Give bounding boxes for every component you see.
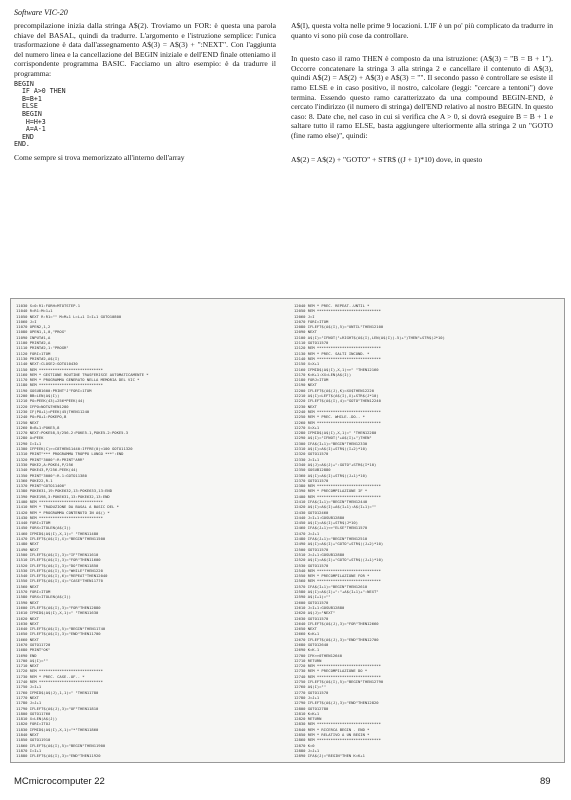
listing-line: 11390 POKE198,3:POKE631,13:POKE632,13:END <box>16 493 110 499</box>
listing-line: 11820 FORI=ITOJ <box>16 721 51 727</box>
listing-line: 12450 A$(I)=A$(I)+STR$(J*10) <box>294 520 359 526</box>
listing-line: 12660 K=K+1 <box>294 631 320 637</box>
listing-line: 12500 GOTO11570 <box>294 546 329 552</box>
listing-line: 12250 REM * PREC. WHILE..DO.. * <box>294 414 365 420</box>
magazine-footer: MCmicrocomputer 22 <box>14 776 105 787</box>
listing-line: 11410 REM * TRADUZIONE DA BASAL A BASIC DEL * <box>16 504 119 510</box>
listing-line: 11780 J=J+1 <box>16 700 42 706</box>
listing-line: 12080 IFLEFT$(A$(I),5)="UNTIL"THEN12100 <box>294 324 384 330</box>
listing-line: 11500 IFLEFT$(A$(I),3)="IF"THEN11610 <box>16 551 99 557</box>
listing-line: 12860 REM **************************** <box>294 737 381 743</box>
listing-line: 11710 NEXT <box>16 663 39 669</box>
listing-line: 12600 GOTO11570 <box>294 599 329 605</box>
listing-line: 11110 PRINT#2,1:"PROGR" <box>16 345 69 351</box>
listing-line: 12170 K=K+1:XX=LEN(A$(I)) <box>294 371 352 377</box>
listing-line: 12890 IFA$(J)="BEGIN"THEN K=K+1 <box>294 753 365 758</box>
listing-line: 12360 A$(I)=A$(I)+STR$((J+1)*10) <box>294 472 368 478</box>
listing-line: 12780 J=J+1 <box>294 694 320 700</box>
listing-line: 12560 REM **************************** <box>294 578 381 584</box>
listing-line: 12760 A$(I)="" <box>294 684 327 690</box>
listing-line: 12530 GOTO11570 <box>294 562 329 568</box>
listing-line: 12700 IFK<>0THEN12640 <box>294 652 343 658</box>
listing-line: 12650 NEXT <box>294 626 317 632</box>
right-paragraph-1: A$(I), questa volta nelle prime 9 locazioni. L'IF è un po' più complicato da tradurre in quanto vi sono più cose da controllare. <box>291 21 553 40</box>
listing-line: 12490 A$(I)=A$(I)+"GOTO"+STR$((J+2)*10) <box>294 541 384 547</box>
listing-line: 11350 PRINT"3000":R-1:GOTO11380 <box>16 472 87 478</box>
listing-line: 12040 REM * PREC. REPEAT..UNTIL * <box>294 303 370 308</box>
listing-line: 11630 NEXT <box>16 620 39 626</box>
listing-line: 12060 J=I <box>294 313 315 319</box>
listing-line: 12220 IFLEFT$(A$(I),4)="GOTO"THEN12240 <box>294 398 381 404</box>
listing-line: 12750 IFLEFT$(A$(I),5)="BEGIN"THEN12790 <box>294 679 384 685</box>
listing-line: 11340 POKE43,P/256-PEEK(44) <box>16 467 78 473</box>
listing-line: 11810 X=LEN(A$(J)) <box>16 716 58 722</box>
listing-line: 11520 IFLEFT$(A$(I),3)="DO"THEN11850 <box>16 562 99 568</box>
listing-line: 12830 REM **************************** <box>294 721 381 727</box>
listing-line: 11480 NEXT <box>16 541 39 547</box>
listing-line: 12720 REM **************************** <box>294 663 381 669</box>
listing-line: 11790 IFLEFT$(A$(J),3)="OF"THEN11810 <box>16 705 99 711</box>
listing-line: 12810 K=K+1 <box>294 710 320 716</box>
right-paragraph-2: In questo caso il ramo THEN è composto da una istruzione: (A$(3) = "B = B + 1"). Occorre concatenare la stringa 3 alla stringa 2 e cancellare il contenuto di A$(3), quindi A$(2) = A$(2) + A$(3) e A$(3) = "". Il secondo passo è controllare se esiste il ramo ELSE e in caso positivo, il nostro, calcolare (leggi: "cercare a tentoni") dove termina. Essendo questo ramo caratterizzato da una compound BEGIN-END, è cercato l'indirizzo (il numero di stringa) dell'END relativo al nostro BEGIN. In questo caso: 8. Date che, nel caso in cui si verifica che A > 0, si dovrà eseguire B = B + 1 e saltare tutto il ramo ELSE, basta aggiungere ulteriormente alla stringa 2 un "GOTO (fine ramo else)", quindi: <box>291 54 553 140</box>
listing-line: 11370 PRINT"GOTO11400" <box>16 483 67 489</box>
listing-line: 12850 REM * RELATIVO A UN BEGIN * <box>294 732 370 738</box>
listing-line: 12330 J=I+1 <box>294 456 320 462</box>
listing-line: 12290 A$(I)="IFNOT("+A$(I)+")THEN" <box>294 435 372 441</box>
program-listing <box>10 298 565 763</box>
listing-line: 11050 NEXT R:R1="" M=M+1 L=L+1 I=I+1 GOTO10800 <box>16 313 122 319</box>
listing-line: 11250 NEXT <box>16 419 39 425</box>
listing-line: 11490 NEXT <box>16 546 39 552</box>
listing-line: 12420 A$(I)=A$(I)+A$(I+1):A$(I+1)="" <box>294 504 377 510</box>
listing-line: 12480 IFA$(J+1)="BEGIN"THEN12510 <box>294 536 368 542</box>
listing-line: 12110 GOTO11570 <box>294 340 329 346</box>
listing-line: 12160 IFMID$(A$(I),X,1)<>" "THEN12160 <box>294 366 379 372</box>
listing-line: 11620 NEXT <box>16 615 39 621</box>
listing-line: 11720 REM **************************** <box>16 668 103 674</box>
listing-line: 11570 FORI=ITOM <box>16 589 51 595</box>
listing-line: 11120 FORI=1TOM <box>16 350 51 356</box>
listing-line: 11830 IFMID$(A$(I),X,1)="*"THEN11860 <box>16 726 99 732</box>
listing-line: 12730 REM * PRECOMPILAZIONE DO * <box>294 668 368 674</box>
listing-line: 11300 IFPEEK(C)>=C8THEN11440:IFFRE(0)<100 GOTO11320 <box>16 446 133 452</box>
listing-line: 12260 REM **************************** <box>294 419 381 425</box>
listing-line: 11330 POKE2,A:POKE4,P/256 <box>16 461 74 467</box>
listing-line: 11060 J=I <box>16 318 37 324</box>
listing-line: 11130 PRINT#2,A$(I) <box>16 355 60 361</box>
listing-line: 11540 IFLEFT$(A$(I),6)="REPEAT"THEN12040 <box>16 573 108 579</box>
listing-line: 11210 PO=PEEK(43)+256*PEEK(44) <box>16 398 85 404</box>
listing-line: 11070 OPEN2,1,2 <box>16 324 51 330</box>
listing-line: 12710 RETURN <box>294 657 322 663</box>
listing-line: 12590 A$(I+1)="" <box>294 594 331 600</box>
page-number: 89 <box>540 776 551 787</box>
listing-line: 11560 NEXT <box>16 583 39 589</box>
listing-line: 11470 IFLEFT$(A$(I),X)="BEGIN"THEN11500 <box>16 536 106 542</box>
listing-line: 12630 GOTO11570 <box>294 615 329 621</box>
listing-line: 12200 IFLEFT$(A$(J),K)=XX$THEN12220 <box>294 387 375 393</box>
listing-line: 12740 REM **************************** <box>294 673 381 679</box>
listing-line: 12070 FORI=ITOM <box>294 318 329 324</box>
listing-line: 11200 BB=LEN(A$(I)) <box>16 393 60 399</box>
listing-line: 12880 J=J+1 <box>294 747 320 753</box>
listing-line: 12150 X=X+1 <box>294 361 320 367</box>
listing-line: 11860 IFLEFT$(A$(I),5)="BEGIN"THEN11900 <box>16 742 106 748</box>
listing-line: 11730 REM * PREC. CASE..OF.. * <box>16 673 85 679</box>
listing-line: 11400 REM **************************** <box>16 498 103 504</box>
listing-line: 11280 A=PEEK <box>16 435 44 441</box>
listing-line: 12240 REM **************************** <box>294 408 381 414</box>
listing-line: 11740 REM **************************** <box>16 679 103 685</box>
listing-line: 11750 J=I+1 <box>16 684 42 690</box>
listing-line: 11220 IFPO=NOT&THEN1280 <box>16 403 69 409</box>
left-paragraph-2: Come sempre si trova memorizzato all'interno dell'array <box>14 152 185 162</box>
listing-line: 11140 NEXT:CLOSE2:GOTO10430 <box>16 361 78 367</box>
listing-line: 11590 NEXT <box>16 599 39 605</box>
listing-line: 11190 GOSUB1600:PRINT"J"FORI=1TOM <box>16 387 92 393</box>
listing-line: 11530 IFLEFT$(A$(I),5)="WHILE"THEN1220 <box>16 567 103 573</box>
listing-line: 11040 R=R1:M=1+1 <box>16 308 53 314</box>
listing-line: 11260 B=B+1:POKE5,8 <box>16 424 60 430</box>
listing-line: 12310 A$(I)=A$(I)+STR$((I+2)*10) <box>294 446 368 452</box>
listing-line: 11100 PRINT#2,A <box>16 340 51 346</box>
listing-line: 12340 A$(J)=A$(J)+":GOTO"+STR$(I*10) <box>294 461 377 467</box>
listing-line: 12770 GOTO11570 <box>294 689 329 695</box>
listing-line: 12460 IFA$(J+1)<>"ELSE"THEN11570 <box>294 525 368 531</box>
listing-line: 11760 IFMID$(A$(J),1,1)=" "THEN11780 <box>16 689 99 695</box>
listing-line: 12610 J=I+1:GOSUB12880 <box>294 604 345 610</box>
listing-column-2 <box>294 303 559 758</box>
listing-line: 11180 REM **************************** <box>16 382 103 388</box>
listing-line: 11850 GOTO11910 <box>16 737 51 743</box>
listing-line: 11870 I=I+1 <box>16 747 42 753</box>
listing-line: 11880 IFLEFT$(A$(I),3)="END"THEN11920 <box>16 753 101 758</box>
listing-line: 12820 RETURN <box>294 716 322 722</box>
listing-line: 12640 IFLEFT$(A$(J),3)="FOR"THEN12660 <box>294 620 379 626</box>
listing-line: 12870 K=0 <box>294 742 315 748</box>
listing-line: 11690 END <box>16 652 37 658</box>
listing-line: 11310 PRINT"*** PROGRAMMA TROPPO LUNGO ***":END <box>16 451 124 457</box>
listing-line: 12550 REM * PRECOMPILAZIONE FOR * <box>294 573 370 579</box>
listing-line: 11450 FORX=ITOLEN(A$(I)) <box>16 525 71 531</box>
listing-line: 12350 GOSUB12880 <box>294 467 331 473</box>
listing-line: 12130 REM * PREC. SALTI INCOND. * <box>294 350 370 356</box>
listing-line: 12300 IFA$(I+1)="BEGIN"THEN12330 <box>294 440 368 446</box>
listing-line: 12190 NEXT <box>294 382 317 388</box>
listing-line: 12210 A$(I)=LEFT$(A$(I),X)+STR$(J*10) <box>294 393 379 399</box>
listing-line: 11670 GOTO11720 <box>16 642 51 647</box>
listing-line: 11840 NEXT <box>16 732 39 738</box>
listing-line: 11700 A$(I)="" <box>16 657 49 663</box>
listing-line: 11160 REM * GESTIONE ROUTINE TRASFERISCE AUTOMATICAMENTE * <box>16 371 149 377</box>
listing-line: 12540 REM **************************** <box>294 567 381 573</box>
listing-line: 11420 REM * PROGRAMMA CONTENUTO IN A$() * <box>16 509 110 515</box>
listing-line: 12840 REM * RICERCA BEGIN - END * <box>294 726 370 732</box>
listing-line: 12510 J=J+1:GOSUB12880 <box>294 551 345 557</box>
listing-line: 11660 NEXT <box>16 636 39 642</box>
listing-line: 11510 IFLEFT$(A$(I),3)="FOR"THEN11600 <box>16 557 101 563</box>
listing-line: 12320 GOTO11570 <box>294 451 329 457</box>
listing-line: 12470 J=J+1 <box>294 530 320 536</box>
listing-line: 12570 IFA$(I+1)="BEGIN"THEN12610 <box>294 583 368 589</box>
listing-line: 11440 FORI=ITOM <box>16 520 51 526</box>
listing-line: 11090 INPUT#1,A <box>16 334 51 340</box>
listing-line: 11170 REM * PROGRAMMA GENERATO NELLA MEMORIA DEL VIC * <box>16 377 140 383</box>
listing-line: 12690 K=K-1 <box>294 647 320 653</box>
listing-line: 11080 OPEN1,1,0,"PROG" <box>16 329 67 335</box>
listing-line: 11360 POKE22,R-1 <box>16 477 53 483</box>
listing-line: 12120 REM **************************** <box>294 345 381 351</box>
listing-line: 12280 IFMID$(A$(I),X,1)=" "THEN12280 <box>294 430 377 436</box>
listing-line: 11800 GOTO11760 <box>16 710 51 716</box>
listing-line: 12520 A$(I)=A$(I)+"GOTO"+STR$((J+1)*10) <box>294 557 384 563</box>
listing-line: 12670 IFLEFT$(A$(J),3)="END"THEN12700 <box>294 636 379 642</box>
right-text-column <box>291 21 553 166</box>
listing-line: 11600 IFLEFT$(A$(I),3)="FOR"THEN12880 <box>16 604 101 610</box>
listing-line: 12430 GOTO12460 <box>294 509 329 515</box>
listing-line: 12140 REM **************************** <box>294 355 381 361</box>
listing-line: 11580 FORX=ITOLEN(A$(I)) <box>16 594 71 600</box>
listing-line: 11240 PO=PO+1:POKEPO,B <box>16 414 67 420</box>
listing-line: 11680 PRINT"OK" <box>16 647 51 653</box>
listing-line: 11270 NEXT:POKE58,5/256-2:POKE5-1,POKE5-2:POKE5-3 <box>16 430 129 436</box>
listing-line: 12270 X=X+1 <box>294 424 320 430</box>
listing-line: 11230 IF(PO+1)=PEEK(45)THEN11240 <box>16 408 90 414</box>
listing-line: 12580 A$(I)=A$(I)+":"+A$(I+1)+":NEXT" <box>294 589 379 595</box>
listing-line: 12400 REM **************************** <box>294 493 381 499</box>
basal-code-example: BEGIN IF A>0 THEN B=B+1 ELSE BEGIN H=H+3 A=A-1 END END. <box>14 79 66 149</box>
listing-line: 12390 REM * PRECOMPILAZIONE IF * <box>294 488 368 494</box>
listing-line: 12370 GOTO11570 <box>294 477 329 483</box>
listing-line: 12050 REM **************************** <box>294 308 381 314</box>
left-paragraph-1: precompilazione inizia dalla stringa A$(2). Troviamo un FOR: è questa una parola chiave del BASAL, quindi da tradurre. L'argomento e l'istruzione semplice: l'unica trasformazione è data dall'assegnamento A$(3) = A$(3) + ":NEXT". Con l'aggiunta del numero linea e la cancellazione del BEGIN iniziale e dell'END finale otteniamo il corrispondente programma BASIC. Facciamo un altro esempio: è da tradurre il programma: <box>14 21 276 78</box>
listing-line: 12230 NEXT <box>294 403 317 409</box>
listing-line: 12090 NEXT <box>294 329 317 335</box>
listing-line: 11030 S=0:R1:FORH=MTOTSTEP-1 <box>16 303 81 308</box>
listing-line: 12800 GOTO12780 <box>294 705 329 711</box>
listing-line: 11460 IFMID$(A$(I),X,1)=" "THEN11480 <box>16 530 99 536</box>
listing-column-1 <box>16 303 281 758</box>
listing-line: 12380 REM **************************** <box>294 483 381 489</box>
listing-line: 12100 A$(I)="IFNOT("+RIGHT$(A$(I),LEN(A$(I))-5)+")THEN"+STR$(J*10) <box>294 334 445 340</box>
listing-line: 11770 NEXT <box>16 694 39 700</box>
right-paragraph-3: A$(2) = A$(2) + "GOTO" + STR$ ((J + 1)*10) dove, in questo <box>291 154 483 164</box>
listing-line: 12620 A$(J)="NEXT" <box>294 610 336 616</box>
running-header: Software VIC-20 <box>14 8 68 17</box>
listing-line: 11550 IFLEFT$(A$(I),4)="CASE"THEN11770 <box>16 578 103 584</box>
listing-line: 11640 IFLEFT$(A$(I),5)="BEGIN"THEN11740 <box>16 626 106 632</box>
listing-line: 11150 REM **************************** <box>16 366 103 372</box>
listing-line: 11430 REM **************************** <box>16 514 103 520</box>
listing-line: 11290 I=I+1 <box>16 440 42 446</box>
listing-line: 11650 IFLEFT$(A$(I),3)="END"THEN11700 <box>16 631 101 637</box>
listing-line: 12180 FORJ=ITOM <box>294 377 329 383</box>
listing-line: 11380 POKE631,19:POKE632,13:POKE633,13:END <box>16 488 113 494</box>
listing-line: 11320 PRINT"3000":R:PRINT"ARR" <box>16 456 85 462</box>
listing-line: 12680 GOTO12640 <box>294 642 329 647</box>
listing-line: 11610 IFMID$(A$(I),X,1)=" "THEN11630 <box>16 610 99 616</box>
listing-line: 12410 IFA$(I+1)="BEGIN"THEN12440 <box>294 498 368 504</box>
listing-line: 12790 IFLEFT$(A$(J),3)="END"THEN12820 <box>294 700 379 706</box>
listing-line: 12440 J=I+1:GOSUB12880 <box>294 514 345 520</box>
left-text-column <box>14 21 276 165</box>
